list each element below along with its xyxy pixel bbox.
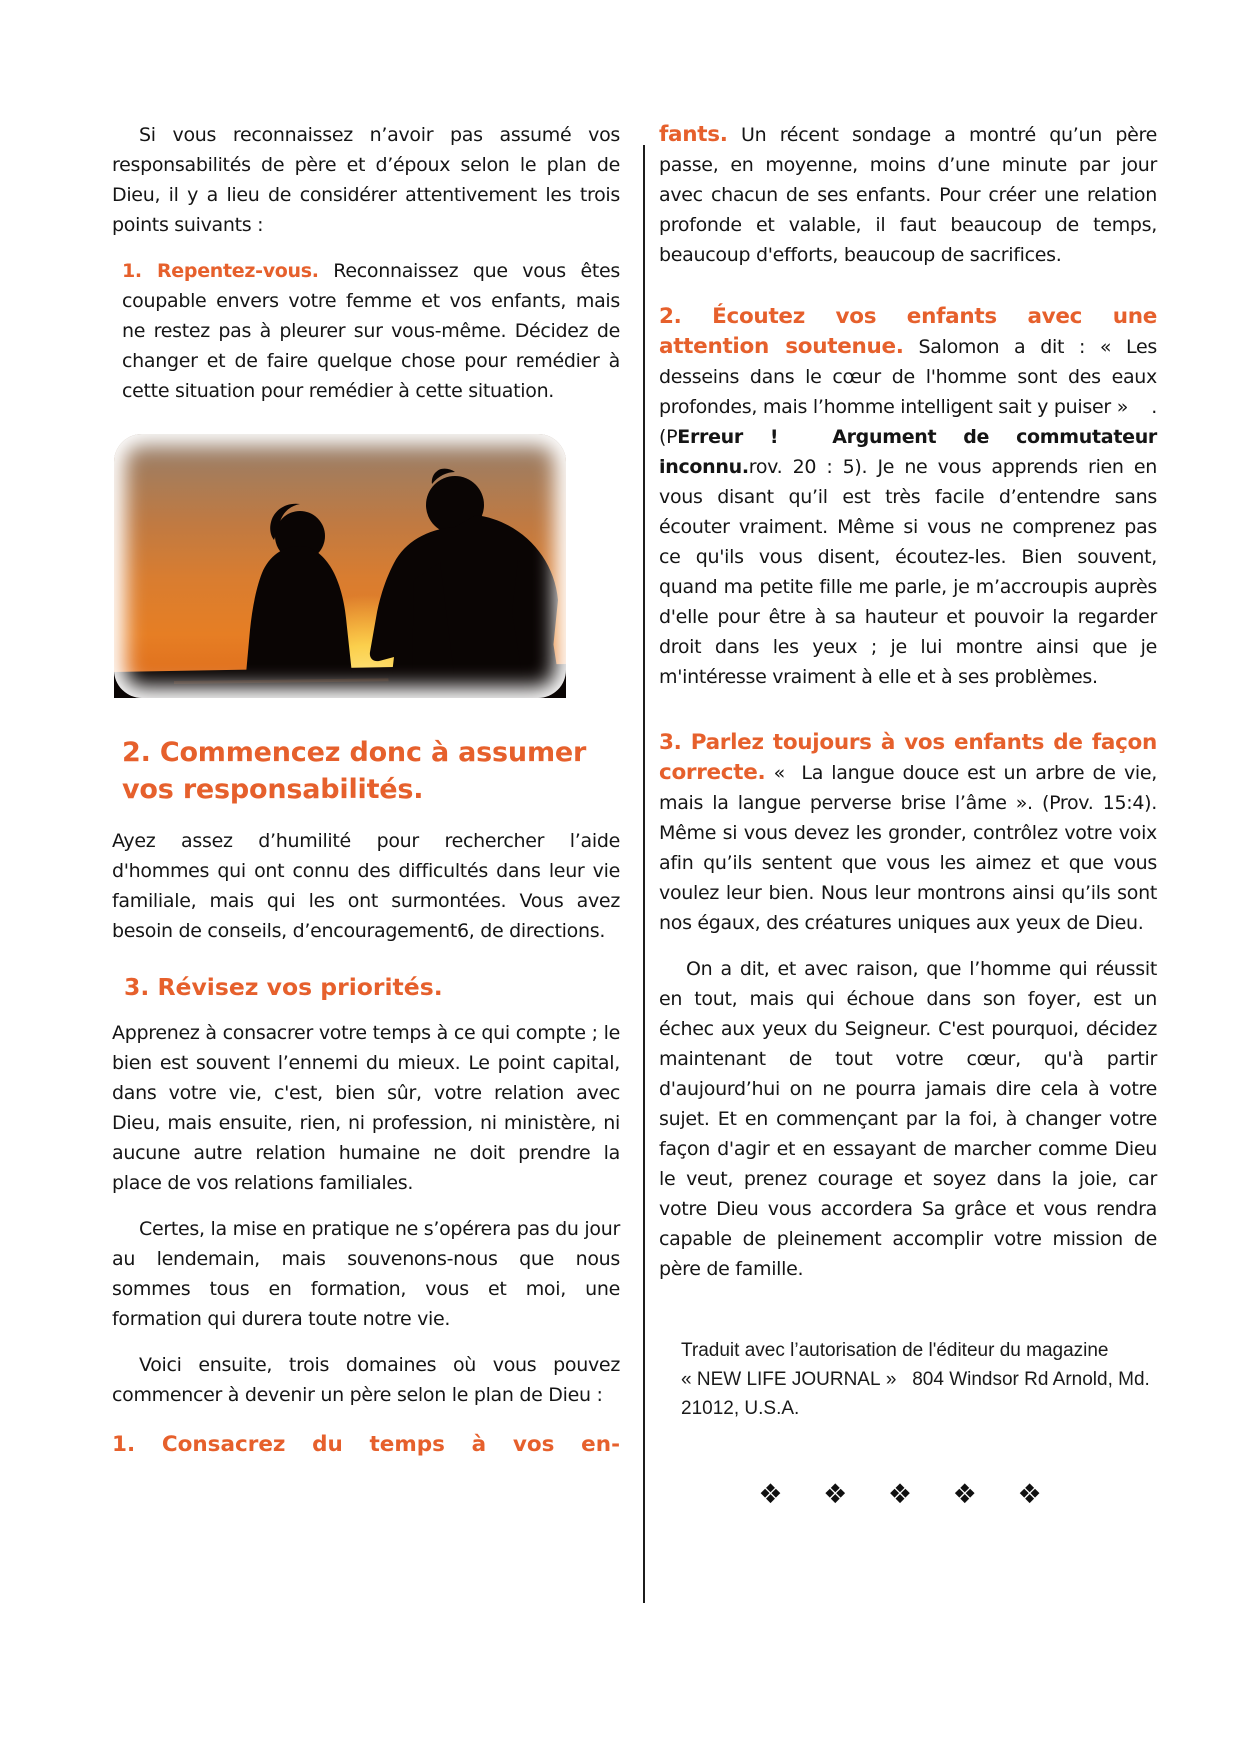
item-3-text: « La langue douce est un arbre de vie, mais la langue perverse brise l’âme ». (Prov. 15:4). Même si vous devez les gronder, contrôlez votre voix afin qu’ils sentent que vous les aimez et que vous voulez leur bien. Nous leur montrons ainsi qu’ils sont nos égaux, des créatures uniques aux yeux de Dieu.	[659, 762, 1157, 934]
paragraph-voici-ensuite: Voici ensuite, trois domaines où vous pouvez commencer à devenir un père selon le plan de Dieu :	[112, 1354, 620, 1406]
column-divider	[643, 145, 645, 1603]
item-1-text: Reconnaissez que vous êtes coupable envers votre femme et vos enfants, mais ne restez pas à pleurer sur vous-même. Décidez de changer et de faire quelque chose pour remédier à cette situation pour remédier à cette situation.	[122, 260, 620, 402]
paragraph-item-1-repentez	[112, 256, 620, 406]
paragraph-item-3-parlez	[659, 728, 1157, 938]
item-3-label: 3. Parlez toujours à vos enfants de façon correcte.	[659, 730, 1157, 785]
left-column	[112, 120, 620, 1460]
paragraph-on-a-dit: On a dit, et avec raison, que l’homme qui réussit en tout, mais qui échoue dans son foyer, est un échec aux yeux du Seigneur. C'est pourquoi, décidez maintenant de tout votre cœur, qu'à partir d'aujourd’hui on ne pourra jamais dire cela à votre sujet. Et en commençant par la foi, à changer votre façon d'agir et en essayant de marcher comme Dieu le veut, prenez courage et soyez dans la joie, car votre Dieu vous accordera Sa grâce et vous rendra capable de pleinement accomplir votre mission de père de famille.	[659, 958, 1157, 1280]
paragraph-ayez-humilite: Ayez assez d’humilité pour rechercher l’aide d'hommes qui ont connu des difficultés dans leur vie familiale, mais qui les ont surmontées. Vous avez besoin de conseils, d’encouragement6, de directions.	[112, 830, 620, 942]
item-fants-text: Un récent sondage a montré qu’un père passe, en moyenne, moins d’une minute par jour avec chacun de ses enfants. Pour créer une relation profonde et valable, il faut beaucoup de temps, beaucoup d'efforts, beaucoup de sacrifices.	[659, 124, 1157, 266]
item-2-text-after: rov. 20 : 5). Je ne vous apprends rien en vous disant qu’il est très facile d’entendre sans écouter vraiment. Même si vous ne comprenez pas ce qu'ils vous disent, écoutez-les. Bien souvent, quand ma petite fille me parle, je m’accroupis auprès d'elle pour être à sa hauteur et pouvoir la regarder droit dans les yeux ; je lui montre ainsi que je m'intéresse vraiment à elle et à ses problèmes.	[659, 456, 1157, 688]
paragraph-certes: Certes, la mise en pratique ne s’opérera pas du jour au lendemain, mais souvenons-nous que nous sommes tous en formation, vous et moi, une formation qui durera toute notre vie.	[112, 1218, 620, 1330]
heading-revisez-priorites: 3. Révisez vos priorités.	[124, 973, 443, 1001]
heading-commencez-responsabilites: 2. Commencez donc à assumer vos responsabilités.	[122, 737, 587, 805]
item-2-label: 2. Écoutez vos enfants avec une attention soutenue.	[659, 304, 1157, 359]
heading-consacrez-du-temps: 1. Consacrez du temps à vos en-	[112, 1432, 620, 1457]
sunset-photo	[114, 434, 566, 698]
diamond-ornament-row: ❖ ❖ ❖ ❖ ❖	[758, 1479, 1058, 1510]
field-error-text: Erreur ! Argument de commutateur inconnu.	[659, 426, 1157, 478]
paragraph-apprenez-consacrer: Apprenez à consacrer votre temps à ce qui compte ; le bien est souvent l’ennemi du mieux. Le point capital, dans votre vie, c'est, bien sûr, votre relation avec Dieu, mais ensuite, rien, ni profession, ni ministère, ni aucune autre relation humaine ne doit prendre la place de vos relations familiales.	[112, 1022, 620, 1194]
paragraph-item-2-ecoutez	[659, 302, 1157, 692]
item-fants-label: fants.	[659, 122, 728, 147]
paragraph-intro: Si vous reconnaissez n’avoir pas assumé vos responsabilités de père et d’époux selon le plan de Dieu, il y a lieu de considérer attentivement les trois points suivants :	[112, 124, 620, 236]
translation-credit: Traduit avec l’autorisation de l'éditeur du magazine « NEW LIFE JOURNAL » 804 Windsor Rd Arnold, Md. 21012, U.S.A.	[681, 1340, 1150, 1419]
right-column	[659, 120, 1157, 1510]
paragraph-item-fants	[659, 120, 1157, 270]
photo-feather-edge	[114, 434, 566, 698]
item-1-label: 1. Repentez-vous.	[122, 260, 319, 282]
item-2-text-before: Salomon a dit : « Les desseins dans le cœur de l'homme sont des eaux profondes, mais l’homme intelligent sait y puiser » . (P	[659, 336, 1157, 448]
